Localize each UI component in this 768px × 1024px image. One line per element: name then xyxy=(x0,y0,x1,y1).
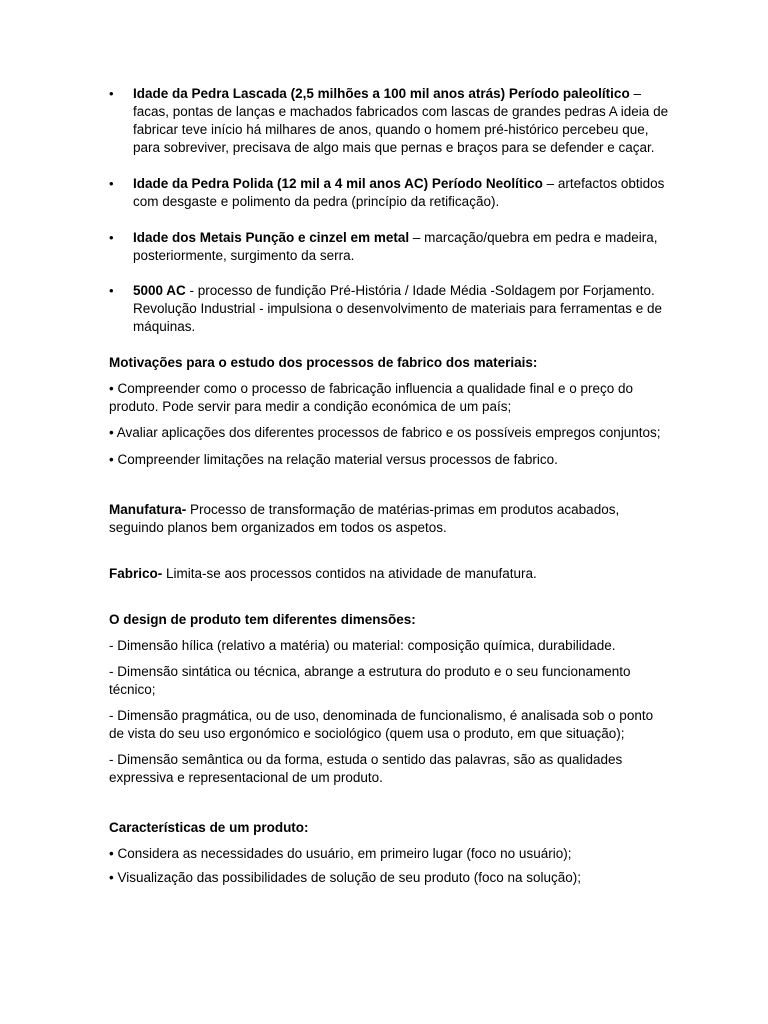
design-item: - Dimensão semântica ou da forma, estuda o sentido das palavras, são as qualidades expressiva e representacional de um produto. xyxy=(109,752,623,785)
design-heading: O design de produto tem diferentes dimensões: xyxy=(109,612,416,627)
characteristic-item: • Visualização das possibilidades de solução de seu produto (foco na solução); xyxy=(109,870,582,885)
design-item: - Dimensão hílica (relativo a matéria) ou material: composição química, durabilidade. xyxy=(109,638,616,653)
history-description: - processo de fundição Pré-História / Idade Média -Soldagem por Forjamento. Revolução Industrial - impulsiona o desenvolvimento de materiais para ferramentas e de máquinas. xyxy=(133,283,663,334)
bullet-icon: • xyxy=(109,176,114,191)
manufatura-term: Manufatura- xyxy=(109,502,187,517)
fabrico-text: Limita-se aos processos contidos na atividade de manufatura. xyxy=(162,566,537,581)
characteristics-heading: Características de um produto: xyxy=(109,820,309,835)
manufatura-definition xyxy=(109,501,669,537)
list-item xyxy=(109,282,669,336)
history-period: Idade da Pedra Polida (12 mil a 4 mil anos AC) Período Neolítico xyxy=(133,176,543,191)
characteristic-item: • Considera as necessidades do usuário, em primeiro lugar (foco no usuário); xyxy=(109,846,572,861)
history-list xyxy=(109,85,669,336)
fabrico-definition xyxy=(109,565,669,583)
bullet-icon: • xyxy=(109,230,114,245)
document-content xyxy=(109,85,669,887)
history-period: Idade da Pedra Lascada (2,5 milhões a 100 mil anos atrás) Período paleolítico xyxy=(133,86,630,101)
bullet-icon: • xyxy=(109,86,114,101)
motivation-item: • Avaliar aplicações dos diferentes processos de fabrico e os possíveis empregos conjuntos; xyxy=(109,425,661,440)
history-description: – facas, pontas de lanças e machados fabricados com lascas de grandes pedras A ideia de fabricar teve início há milhares de anos, quando o homem pré-histórico percebeu que, para sobreviver, precisava de algo mais que pernas e braços para se defender e caçar. xyxy=(133,86,669,155)
history-description: – artefactos obtidos com desgaste e polimento da pedra (princípio da retificação). xyxy=(133,176,665,209)
motivation-item: • Compreender limitações na relação material versus processos de fabrico. xyxy=(109,452,558,467)
history-period: 5000 AC xyxy=(133,283,186,298)
design-item: - Dimensão sintática ou técnica, abrange a estrutura do produto e o seu funcionamento técnico; xyxy=(109,664,631,697)
motivations-heading: Motivações para o estudo dos processos de fabrico dos materiais: xyxy=(109,355,538,370)
list-item xyxy=(109,229,669,265)
history-description: – marcação/quebra em pedra e madeira, posteriormente, surgimento da serra. xyxy=(133,230,658,263)
history-period: Idade dos Metais Punção e cinzel em metal xyxy=(133,230,410,245)
fabrico-term: Fabrico- xyxy=(109,566,163,581)
list-item xyxy=(109,85,669,157)
list-item xyxy=(109,175,669,211)
bullet-icon: • xyxy=(109,283,114,298)
manufatura-text: Processo de transformação de matérias-primas em produtos acabados, seguindo planos bem organizados em todos os aspetos. xyxy=(109,502,620,535)
motivation-item: • Compreender como o processo de fabricação influencia a qualidade final e o preço do produto. Pode servir para medir a condição económica de um país; xyxy=(109,381,634,414)
design-item: - Dimensão pragmática, ou de uso, denominada de funcionalismo, é analisada sob o ponto de vista do seu uso ergonómico e sociológico (quem usa o produto, em que situação); xyxy=(109,708,654,741)
